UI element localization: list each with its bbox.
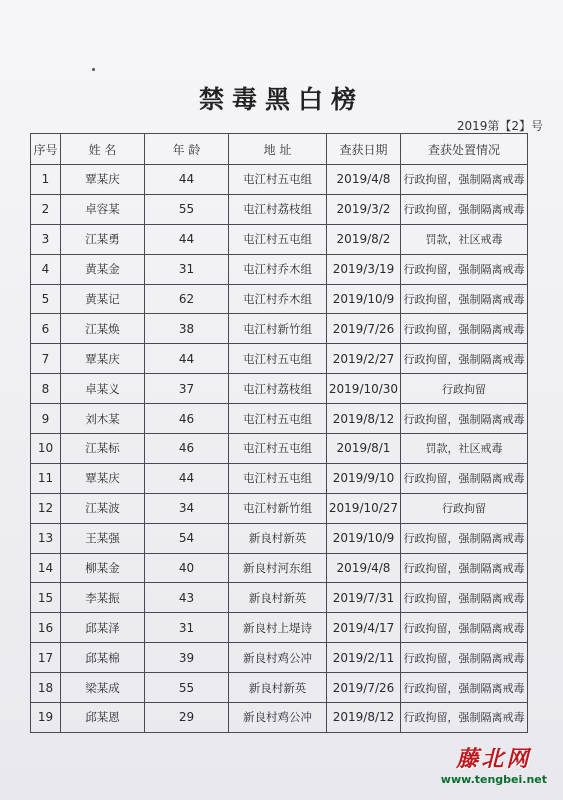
cell-date: 2019/8/12	[327, 703, 401, 733]
table-row	[31, 613, 528, 643]
cell-address: 屯江村五屯组	[229, 434, 327, 464]
cell-disposition: 行政拘留，强制隔离戒毒	[401, 673, 528, 703]
cell-date: 2019/9/10	[327, 463, 401, 493]
table-row	[31, 314, 528, 344]
table-row	[31, 553, 528, 583]
cell-disposition: 罚款，社区戒毒	[401, 434, 528, 464]
document-number: 2019第【2】号	[456, 119, 543, 133]
cell-name: 黄某记	[61, 284, 145, 314]
table-row	[31, 224, 528, 254]
cell-disposition: 行政拘留，强制隔离戒毒	[401, 284, 528, 314]
cell-address: 新良村新英	[229, 673, 327, 703]
cell-address: 屯江村五屯组	[229, 404, 327, 434]
cell-date: 2019/8/12	[327, 404, 401, 434]
cell-serial: 3	[31, 224, 61, 254]
cell-date: 2019/4/8	[327, 165, 401, 195]
cell-name: 覃某庆	[61, 165, 145, 195]
cell-address: 屯江村荔枝组	[229, 374, 327, 404]
cell-serial: 10	[31, 434, 61, 464]
cell-serial: 16	[31, 613, 61, 643]
table-row	[31, 523, 528, 553]
cell-serial: 5	[31, 284, 61, 314]
cell-name: 江某勇	[61, 224, 145, 254]
cell-disposition: 行政拘留，强制隔离戒毒	[401, 194, 528, 224]
table-row	[31, 583, 528, 613]
cell-address: 新良村鸡公冲	[229, 703, 327, 733]
cell-name: 邱某棉	[61, 643, 145, 673]
cell-date: 2019/8/1	[327, 434, 401, 464]
cell-address: 新良村河东组	[229, 553, 327, 583]
cell-name: 刘木某	[61, 404, 145, 434]
cell-disposition: 行政拘留，强制隔离戒毒	[401, 463, 528, 493]
cell-date: 2019/10/30	[327, 374, 401, 404]
table-row	[31, 434, 528, 464]
watermark-logo: 藤北网	[456, 746, 532, 772]
cell-disposition: 行政拘留，强制隔离戒毒	[401, 523, 528, 553]
table-row	[31, 374, 528, 404]
blacklist-table	[30, 133, 528, 733]
cell-date: 2019/7/26	[327, 314, 401, 344]
cell-name: 江某波	[61, 493, 145, 523]
table-row	[31, 404, 528, 434]
cell-address: 屯江村乔木组	[229, 254, 327, 284]
cell-age: 43	[145, 583, 229, 613]
cell-date: 2019/7/31	[327, 583, 401, 613]
cell-address: 新良村新英	[229, 523, 327, 553]
page-title: 禁毒黑白榜	[198, 85, 364, 114]
cell-serial: 18	[31, 673, 61, 703]
cell-name: 覃某庆	[61, 463, 145, 493]
cell-name: 卓容某	[61, 194, 145, 224]
cell-address: 屯江村五屯组	[229, 463, 327, 493]
cell-serial: 7	[31, 344, 61, 374]
cell-disposition: 行政拘留	[401, 493, 528, 523]
cell-age: 44	[145, 344, 229, 374]
table-row	[31, 493, 528, 523]
cell-name: 柳某金	[61, 553, 145, 583]
cell-date: 2019/4/8	[327, 553, 401, 583]
cell-address: 屯江村乔木组	[229, 284, 327, 314]
cell-serial: 4	[31, 254, 61, 284]
cell-name: 邱某恩	[61, 703, 145, 733]
header-serial: 序号	[31, 134, 61, 165]
cell-age: 38	[145, 314, 229, 344]
cell-disposition: 行政拘留，强制隔离戒毒	[401, 643, 528, 673]
cell-name: 梁某成	[61, 673, 145, 703]
cell-age: 39	[145, 643, 229, 673]
cell-age: 55	[145, 673, 229, 703]
cell-disposition: 行政拘留，强制隔离戒毒	[401, 703, 528, 733]
table-row	[31, 254, 528, 284]
cell-age: 29	[145, 703, 229, 733]
cell-serial: 15	[31, 583, 61, 613]
cell-date: 2019/3/2	[327, 194, 401, 224]
cell-address: 屯江村荔枝组	[229, 194, 327, 224]
cell-disposition: 行政拘留，强制隔离戒毒	[401, 165, 528, 195]
table-row	[31, 194, 528, 224]
cell-disposition: 行政拘留	[401, 374, 528, 404]
cell-address: 屯江村五屯组	[229, 344, 327, 374]
table-row	[31, 284, 528, 314]
cell-name: 江某标	[61, 434, 145, 464]
cell-serial: 11	[31, 463, 61, 493]
site-watermark	[441, 742, 547, 786]
cell-name: 邱某泽	[61, 613, 145, 643]
cell-date: 2019/3/19	[327, 254, 401, 284]
cell-serial: 19	[31, 703, 61, 733]
cell-age: 40	[145, 553, 229, 583]
cell-address: 新良村上堤诗	[229, 613, 327, 643]
cell-address: 屯江村新竹组	[229, 314, 327, 344]
cell-disposition: 行政拘留，强制隔离戒毒	[401, 314, 528, 344]
cell-name: 黄某金	[61, 254, 145, 284]
cell-date: 2019/10/27	[327, 493, 401, 523]
watermark-url: www.tengbei.net	[440, 773, 547, 786]
cell-age: 54	[145, 523, 229, 553]
table-row	[31, 643, 528, 673]
cell-name: 卓某义	[61, 374, 145, 404]
cell-serial: 17	[31, 643, 61, 673]
header-disposition: 查获处置情况	[401, 134, 528, 165]
cell-disposition: 罚款，社区戒毒	[401, 224, 528, 254]
cell-age: 44	[145, 463, 229, 493]
table-row	[31, 165, 528, 195]
cell-serial: 9	[31, 404, 61, 434]
header-name: 姓 名	[61, 134, 145, 165]
cell-serial: 2	[31, 194, 61, 224]
cell-age: 46	[145, 404, 229, 434]
paper-speck	[92, 68, 95, 71]
cell-address: 屯江村新竹组	[229, 493, 327, 523]
cell-name: 覃某庆	[61, 344, 145, 374]
cell-serial: 12	[31, 493, 61, 523]
cell-age: 55	[145, 194, 229, 224]
cell-address: 新良村鸡公冲	[229, 643, 327, 673]
cell-disposition: 行政拘留，强制隔离戒毒	[401, 613, 528, 643]
cell-disposition: 行政拘留，强制隔离戒毒	[401, 404, 528, 434]
cell-disposition: 行政拘留，强制隔离戒毒	[401, 254, 528, 284]
header-date: 查获日期	[327, 134, 401, 165]
cell-serial: 8	[31, 374, 61, 404]
cell-serial: 13	[31, 523, 61, 553]
cell-age: 31	[145, 254, 229, 284]
header-address: 地 址	[229, 134, 327, 165]
cell-address: 新良村新英	[229, 583, 327, 613]
cell-disposition: 行政拘留，强制隔离戒毒	[401, 583, 528, 613]
header-age: 年 龄	[145, 134, 229, 165]
table-row	[31, 344, 528, 374]
cell-serial: 1	[31, 165, 61, 195]
cell-address: 屯江村五屯组	[229, 224, 327, 254]
cell-date: 2019/4/17	[327, 613, 401, 643]
cell-disposition: 行政拘留，强制隔离戒毒	[401, 553, 528, 583]
table-row	[31, 673, 528, 703]
cell-name: 王某强	[61, 523, 145, 553]
cell-age: 46	[145, 434, 229, 464]
cell-date: 2019/2/27	[327, 344, 401, 374]
cell-age: 44	[145, 165, 229, 195]
cell-date: 2019/7/26	[327, 673, 401, 703]
cell-age: 37	[145, 374, 229, 404]
cell-date: 2019/2/11	[327, 643, 401, 673]
cell-name: 江某焕	[61, 314, 145, 344]
cell-name: 李某振	[61, 583, 145, 613]
cell-date: 2019/10/9	[327, 523, 401, 553]
cell-serial: 14	[31, 553, 61, 583]
table-row	[31, 463, 528, 493]
cell-age: 62	[145, 284, 229, 314]
cell-disposition: 行政拘留，强制隔离戒毒	[401, 344, 528, 374]
cell-age: 31	[145, 613, 229, 643]
cell-age: 44	[145, 224, 229, 254]
table-header-row	[31, 134, 528, 165]
cell-date: 2019/8/2	[327, 224, 401, 254]
cell-serial: 6	[31, 314, 61, 344]
cell-date: 2019/10/9	[327, 284, 401, 314]
cell-age: 34	[145, 493, 229, 523]
table-row	[31, 703, 528, 733]
cell-address: 屯江村五屯组	[229, 165, 327, 195]
